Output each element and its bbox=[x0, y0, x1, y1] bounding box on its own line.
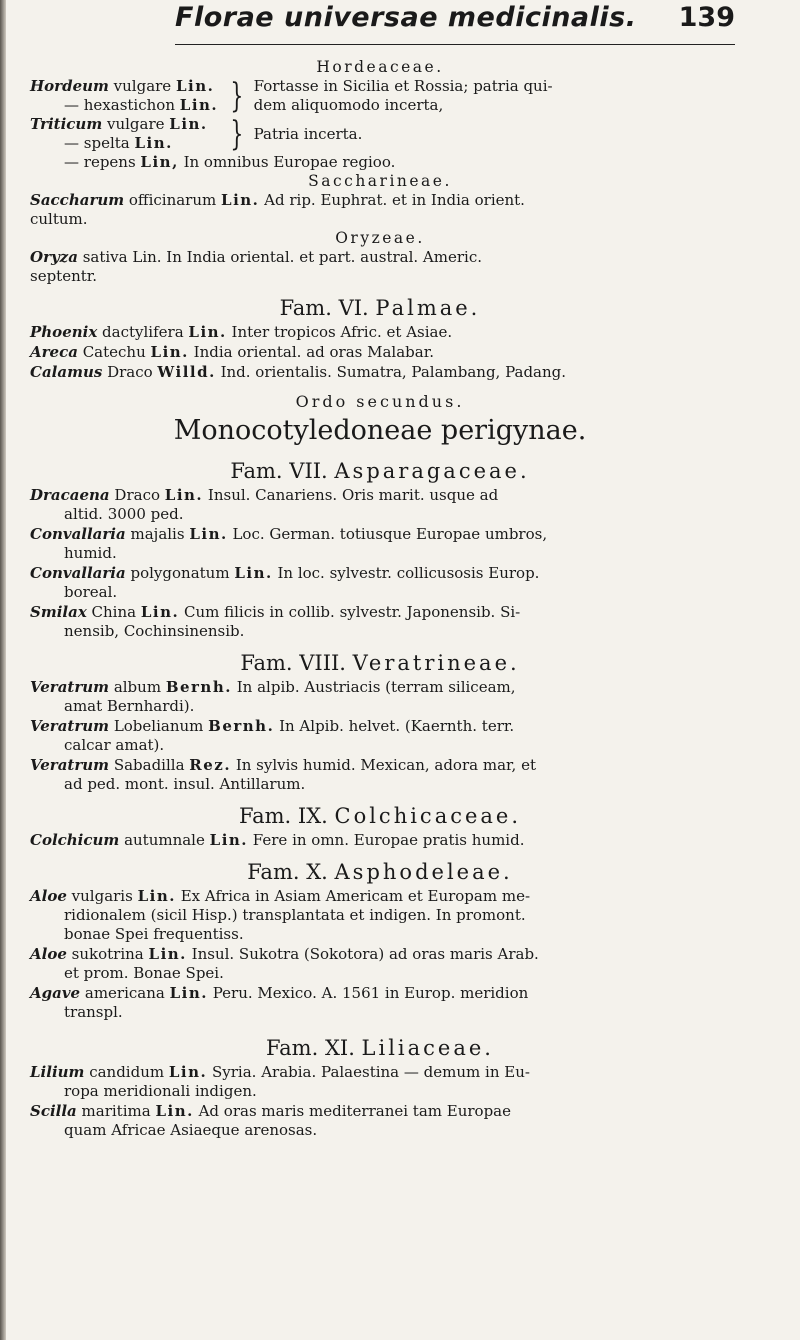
entry-continuation: nensib, Cochinsinensib. bbox=[64, 622, 245, 640]
distribution-note: dem aliquomodo incerta, bbox=[253, 96, 444, 114]
genus-name: Veratrum bbox=[30, 717, 110, 735]
genus-name: Calamus bbox=[30, 363, 103, 381]
entry-colchicum: Colchicum autumnale Lin. Fere in omn. Europae pratis humid. bbox=[30, 831, 525, 849]
family-heading: Fam. VI. Palmae. bbox=[279, 296, 481, 320]
family-heading: Fam. VII. Asparagaceae. bbox=[230, 459, 530, 483]
page-number: 139 bbox=[678, 2, 735, 33]
entry-dracaena: Dracaena Draco Lin. Insul. Canariens. Oris marit. usque ad bbox=[30, 486, 499, 504]
entry-scilla: Scilla maritima Lin. Ad oras maris mediterranei tam Europae bbox=[30, 1102, 511, 1120]
entry-continuation: transpl. bbox=[64, 1003, 123, 1021]
page-header bbox=[175, 0, 735, 45]
entry-continuation: humid. bbox=[64, 544, 117, 562]
entry-lilium: Lilium candidum Lin. Syria. Arabia. Palaestina — demum in Eu- bbox=[30, 1063, 530, 1081]
genus-name: Saccharum bbox=[30, 191, 125, 209]
entry-continuation: ridionalem (sicil Hisp.) transplantata et indigen. In promont. bbox=[64, 906, 526, 924]
distribution-note: Fortasse in Sicilia et Rossia; patria qui- bbox=[253, 77, 553, 95]
entry-hordeum-vulgare: Hordeum vulgare Lin. bbox=[30, 77, 215, 95]
entry-aloe-vulgaris: Aloe vulgaris Lin. Ex Africa in Asiam Americam et Europam me- bbox=[30, 887, 531, 905]
entry-continuation: altid. 3000 ped. bbox=[64, 505, 184, 523]
genus-name: Veratrum bbox=[30, 678, 110, 696]
genus-name: Colchicum bbox=[30, 831, 120, 849]
hordeum-group bbox=[30, 77, 730, 115]
subfamily-heading: Saccharineae. bbox=[308, 172, 452, 190]
family-heading: Fam. VIII. Veratrineae. bbox=[240, 651, 520, 675]
entry-convallaria-majalis: Convallaria majalis Lin. Loc. German. totiusque Europae umbros, bbox=[30, 525, 548, 543]
genus-name: Veratrum bbox=[30, 756, 110, 774]
family-heading: Fam. X. Asphodeleae. bbox=[247, 860, 513, 884]
entry-oryza: Oryza sativa Lin. In India oriental. et part. austral. Americ. bbox=[30, 248, 482, 266]
genus-name: Aloe bbox=[30, 945, 67, 963]
genus-name: Lilium bbox=[30, 1063, 85, 1081]
entry-convallaria-polygonatum: Convallaria polygonatum Lin. In loc. sylvestr. collicusosis Europ. bbox=[30, 564, 540, 582]
class-title: Monocotyledoneae perigynae. bbox=[173, 415, 587, 446]
entry-continuation: ad ped. mont. insul. Antillarum. bbox=[64, 775, 306, 793]
entry-agave: Agave americana Lin. Peru. Mexico. A. 1561 in Europ. meridion bbox=[30, 984, 529, 1002]
triticum-group bbox=[30, 115, 730, 153]
brace: } bbox=[230, 114, 244, 154]
genus-name: Dracaena bbox=[30, 486, 110, 504]
entry-areca: Areca Catechu Lin. India oriental. ad oras Malabar. bbox=[30, 343, 435, 361]
entry-continuation: septentr. bbox=[30, 267, 98, 285]
brace: } bbox=[230, 76, 244, 116]
entry-saccharum: Saccharum officinarum Lin. Ad rip. Euphrat. et in India orient. bbox=[30, 191, 525, 209]
entry-continuation: calcar amat). bbox=[64, 736, 165, 754]
family-heading: Fam. XI. Liliaceae. bbox=[266, 1036, 494, 1060]
entry-calamus: Calamus Draco Willd. Ind. orientalis. Sumatra, Palambang, Padang. bbox=[30, 363, 567, 381]
entry-veratrum-album: Veratrum album Bernh. In alpib. Austriacis (terram siliceam, bbox=[30, 678, 516, 696]
genus-name: Convallaria bbox=[30, 564, 126, 582]
entry-continuation: et prom. Bonae Spei. bbox=[64, 964, 224, 982]
genus-name: Aloe bbox=[30, 887, 67, 905]
entry-smilax: Smilax China Lin. Cum filicis in collib. sylvestr. Japonensib. Si- bbox=[30, 603, 521, 621]
family-heading: Fam. IX. Colchicaceae. bbox=[238, 804, 522, 828]
subfamily-heading: Hordeaceae. bbox=[316, 58, 444, 76]
entry-phoenix: Phoenix dactylifera Lin. Inter tropicos Afric. et Asiae. bbox=[30, 323, 453, 341]
page-binding-edge bbox=[0, 0, 6, 1340]
entry-veratrum-lobelianum: Veratrum Lobelianum Bernh. In Alpib. helvet. (Kaernth. terr. bbox=[30, 717, 515, 735]
genus-name: Agave bbox=[30, 984, 81, 1002]
entry-continuation: ropa meridionali indigen. bbox=[64, 1082, 257, 1100]
page-body bbox=[30, 58, 730, 1140]
distribution-note: Patria incerta. bbox=[253, 124, 363, 143]
genus-name: Triticum bbox=[30, 115, 103, 133]
entry-hordeum-hexastichon: — hexastichon Lin. bbox=[64, 96, 219, 114]
entry-continuation: bonae Spei frequentiss. bbox=[64, 925, 244, 943]
running-title: Florae universae medicinalis. bbox=[175, 2, 637, 33]
genus-name: Convallaria bbox=[30, 525, 126, 543]
entry-triticum-repens: — repens Lin, In omnibus Europae regioo. bbox=[64, 153, 396, 171]
entry-triticum-vulgare: Triticum vulgare Lin. bbox=[30, 115, 208, 133]
entry-continuation: cultum. bbox=[30, 210, 88, 228]
genus-name: Areca bbox=[30, 343, 78, 361]
order-heading: Ordo secundus. bbox=[295, 392, 465, 411]
entry-continuation: boreal. bbox=[64, 583, 118, 601]
subfamily-heading: Oryzeae. bbox=[335, 229, 425, 247]
entry-continuation: amat Bernhardi). bbox=[64, 697, 195, 715]
genus-name: Scilla bbox=[30, 1102, 77, 1120]
genus-name: Phoenix bbox=[30, 323, 98, 341]
genus-name: Smilax bbox=[30, 603, 87, 621]
entry-triticum-spelta: — spelta Lin. bbox=[64, 134, 173, 152]
entry-continuation: quam Africae Asiaeque arenosas. bbox=[64, 1121, 318, 1139]
entry-veratrum-sabadilla: Veratrum Sabadilla Rez. In sylvis humid. Mexican, adora mar, et bbox=[30, 756, 536, 774]
genus-name: Oryza bbox=[30, 248, 78, 266]
entry-aloe-sukotrina: Aloe sukotrina Lin. Insul. Sukotra (Sokotora) ad oras maris Arab. bbox=[30, 945, 539, 963]
genus-name: Hordeum bbox=[30, 77, 109, 95]
